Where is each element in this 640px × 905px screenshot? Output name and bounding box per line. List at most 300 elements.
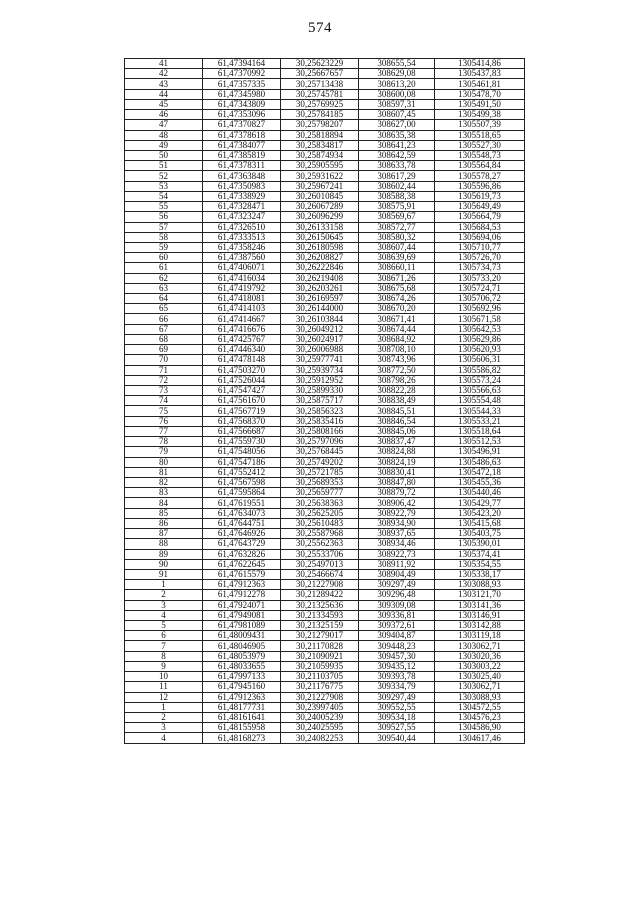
x-coordinate-cell: 308708,10	[359, 345, 435, 355]
coordinates-table-body	[125, 59, 525, 744]
table-row	[125, 69, 525, 79]
latitude-cell: 61,47343809	[203, 99, 281, 109]
y-coordinate-cell: 1305415,68	[435, 518, 525, 528]
point-number-cell: 50	[125, 150, 203, 160]
longitude-cell: 30,25899330	[281, 386, 359, 396]
table-row	[125, 651, 525, 661]
y-coordinate-cell: 1305440,46	[435, 488, 525, 498]
y-coordinate-cell: 1304572,55	[435, 702, 525, 712]
latitude-cell: 61,47446340	[203, 345, 281, 355]
longitude-cell: 30,26219408	[281, 273, 359, 283]
y-coordinate-cell: 1305403,75	[435, 529, 525, 539]
point-number-cell: 75	[125, 406, 203, 416]
x-coordinate-cell: 308922,79	[359, 508, 435, 518]
table-row	[125, 130, 525, 140]
longitude-cell: 30,26067289	[281, 202, 359, 212]
y-coordinate-cell: 1303088,93	[435, 692, 525, 702]
longitude-cell: 30,24082253	[281, 733, 359, 743]
table-row	[125, 549, 525, 559]
point-number-cell: 74	[125, 396, 203, 406]
longitude-cell: 30,21103705	[281, 672, 359, 682]
y-coordinate-cell: 1305544,33	[435, 406, 525, 416]
latitude-cell: 61,47363848	[203, 171, 281, 181]
latitude-cell: 61,47622645	[203, 559, 281, 569]
point-number-cell: 63	[125, 283, 203, 293]
table-row	[125, 89, 525, 99]
longitude-cell: 30,21334593	[281, 610, 359, 620]
x-coordinate-cell: 308639,69	[359, 253, 435, 263]
latitude-cell: 61,47333513	[203, 232, 281, 242]
x-coordinate-cell: 308588,38	[359, 191, 435, 201]
longitude-cell: 30,26144000	[281, 304, 359, 314]
y-coordinate-cell: 1305733,20	[435, 273, 525, 283]
longitude-cell: 30,25874934	[281, 150, 359, 160]
latitude-cell: 61,47328471	[203, 202, 281, 212]
longitude-cell: 30,25713438	[281, 79, 359, 89]
table-row	[125, 467, 525, 477]
table-row	[125, 457, 525, 467]
table-row	[125, 713, 525, 723]
y-coordinate-cell: 1305429,77	[435, 498, 525, 508]
latitude-cell: 61,47547186	[203, 457, 281, 467]
x-coordinate-cell: 309534,18	[359, 713, 435, 723]
latitude-cell: 61,47370992	[203, 69, 281, 79]
x-coordinate-cell: 308572,77	[359, 222, 435, 232]
x-coordinate-cell: 308824,19	[359, 457, 435, 467]
longitude-cell: 30,21176775	[281, 682, 359, 692]
y-coordinate-cell: 1305472,18	[435, 467, 525, 477]
latitude-cell: 61,47567598	[203, 477, 281, 487]
y-coordinate-cell: 1305461,81	[435, 79, 525, 89]
table-row	[125, 110, 525, 120]
point-number-cell: 45	[125, 99, 203, 109]
longitude-cell: 30,26208827	[281, 253, 359, 263]
y-coordinate-cell: 1305354,55	[435, 559, 525, 569]
x-coordinate-cell: 309448,23	[359, 641, 435, 651]
y-coordinate-cell: 1303088,93	[435, 580, 525, 590]
x-coordinate-cell: 308580,32	[359, 232, 435, 242]
point-number-cell: 4	[125, 733, 203, 743]
longitude-cell: 30,21059935	[281, 661, 359, 671]
longitude-cell: 30,21170828	[281, 641, 359, 651]
table-row	[125, 610, 525, 620]
y-coordinate-cell: 1305374,41	[435, 549, 525, 559]
y-coordinate-cell: 1305518,65	[435, 130, 525, 140]
point-number-cell: 70	[125, 355, 203, 365]
y-coordinate-cell: 1305619,73	[435, 191, 525, 201]
latitude-cell: 61,47615579	[203, 569, 281, 579]
y-coordinate-cell: 1305499,38	[435, 110, 525, 120]
latitude-cell: 61,47646926	[203, 529, 281, 539]
latitude-cell: 61,47643729	[203, 539, 281, 549]
x-coordinate-cell: 308633,78	[359, 161, 435, 171]
point-number-cell: 77	[125, 426, 203, 436]
y-coordinate-cell: 1305533,21	[435, 416, 525, 426]
point-number-cell: 6	[125, 631, 203, 641]
latitude-cell: 61,47478148	[203, 355, 281, 365]
x-coordinate-cell: 308671,26	[359, 273, 435, 283]
point-number-cell: 62	[125, 273, 203, 283]
point-number-cell: 66	[125, 314, 203, 324]
x-coordinate-cell: 308772,50	[359, 365, 435, 375]
point-number-cell: 4	[125, 610, 203, 620]
x-coordinate-cell: 308847,80	[359, 477, 435, 487]
x-coordinate-cell: 308635,38	[359, 130, 435, 140]
y-coordinate-cell: 1303119,18	[435, 631, 525, 641]
longitude-cell: 30,26006988	[281, 345, 359, 355]
point-number-cell: 58	[125, 232, 203, 242]
x-coordinate-cell: 309457,30	[359, 651, 435, 661]
x-coordinate-cell: 309297,49	[359, 692, 435, 702]
point-number-cell: 57	[125, 222, 203, 232]
latitude-cell: 61,47559730	[203, 437, 281, 447]
point-number-cell: 79	[125, 447, 203, 457]
y-coordinate-cell: 1304617,46	[435, 733, 525, 743]
y-coordinate-cell: 1305564,84	[435, 161, 525, 171]
longitude-cell: 30,26180598	[281, 242, 359, 252]
table-row	[125, 161, 525, 171]
x-coordinate-cell: 308600,08	[359, 89, 435, 99]
table-row	[125, 212, 525, 222]
latitude-cell: 61,47414667	[203, 314, 281, 324]
table-row	[125, 365, 525, 375]
x-coordinate-cell: 308602,44	[359, 181, 435, 191]
x-coordinate-cell: 309552,55	[359, 702, 435, 712]
latitude-cell: 61,48053979	[203, 651, 281, 661]
longitude-cell: 30,25497013	[281, 559, 359, 569]
point-number-cell: 46	[125, 110, 203, 120]
point-number-cell: 52	[125, 171, 203, 181]
table-row	[125, 334, 525, 344]
table-row	[125, 661, 525, 671]
point-number-cell: 65	[125, 304, 203, 314]
latitude-cell: 61,47619551	[203, 498, 281, 508]
latitude-cell: 61,47418081	[203, 294, 281, 304]
longitude-cell: 30,25784185	[281, 110, 359, 120]
point-number-cell: 5	[125, 621, 203, 631]
x-coordinate-cell: 308934,90	[359, 518, 435, 528]
latitude-cell: 61,47503270	[203, 365, 281, 375]
y-coordinate-cell: 1305455,36	[435, 477, 525, 487]
longitude-cell: 30,26024917	[281, 334, 359, 344]
longitude-cell: 30,25977741	[281, 355, 359, 365]
latitude-cell: 61,47338929	[203, 191, 281, 201]
point-number-cell: 61	[125, 263, 203, 273]
point-number-cell: 12	[125, 692, 203, 702]
point-number-cell: 90	[125, 559, 203, 569]
latitude-cell: 61,48033655	[203, 661, 281, 671]
table-row	[125, 191, 525, 201]
longitude-cell: 30,25856323	[281, 406, 359, 416]
point-number-cell: 44	[125, 89, 203, 99]
latitude-cell: 61,47568370	[203, 416, 281, 426]
point-number-cell: 43	[125, 79, 203, 89]
y-coordinate-cell: 1305437,83	[435, 69, 525, 79]
table-row	[125, 140, 525, 150]
y-coordinate-cell: 1303062,71	[435, 682, 525, 692]
longitude-cell: 30,25562363	[281, 539, 359, 549]
table-row	[125, 99, 525, 109]
point-number-cell: 72	[125, 375, 203, 385]
table-row	[125, 120, 525, 130]
point-number-cell: 49	[125, 140, 203, 150]
y-coordinate-cell: 1305491,50	[435, 99, 525, 109]
x-coordinate-cell: 309296,48	[359, 590, 435, 600]
latitude-cell: 61,47357335	[203, 79, 281, 89]
table-row	[125, 498, 525, 508]
longitude-cell: 30,25939734	[281, 365, 359, 375]
longitude-cell: 30,25808166	[281, 426, 359, 436]
latitude-cell: 61,47566687	[203, 426, 281, 436]
longitude-cell: 30,25797096	[281, 437, 359, 447]
latitude-cell: 61,47425767	[203, 334, 281, 344]
longitude-cell: 30,25912952	[281, 375, 359, 385]
longitude-cell: 30,26169597	[281, 294, 359, 304]
x-coordinate-cell: 309372,61	[359, 621, 435, 631]
point-number-cell: 80	[125, 457, 203, 467]
x-coordinate-cell: 309334,79	[359, 682, 435, 692]
y-coordinate-cell: 1305629,86	[435, 334, 525, 344]
x-coordinate-cell: 308660,11	[359, 263, 435, 273]
table-row	[125, 447, 525, 457]
longitude-cell: 30,25689353	[281, 477, 359, 487]
longitude-cell: 30,26010845	[281, 191, 359, 201]
point-number-cell: 1	[125, 702, 203, 712]
longitude-cell: 30,25834817	[281, 140, 359, 150]
latitude-cell: 61,48009431	[203, 631, 281, 641]
x-coordinate-cell: 308629,08	[359, 69, 435, 79]
y-coordinate-cell: 1303121,70	[435, 590, 525, 600]
table-row	[125, 355, 525, 365]
latitude-cell: 61,47997133	[203, 672, 281, 682]
table-row	[125, 294, 525, 304]
x-coordinate-cell: 308684,92	[359, 334, 435, 344]
point-number-cell: 69	[125, 345, 203, 355]
x-coordinate-cell: 308569,67	[359, 212, 435, 222]
table-row	[125, 202, 525, 212]
y-coordinate-cell: 1305573,24	[435, 375, 525, 385]
longitude-cell: 30,25931622	[281, 171, 359, 181]
point-number-cell: 76	[125, 416, 203, 426]
x-coordinate-cell: 308845,06	[359, 426, 435, 436]
latitude-cell: 61,47924071	[203, 600, 281, 610]
table-row	[125, 386, 525, 396]
table-row	[125, 232, 525, 242]
table-row	[125, 569, 525, 579]
point-number-cell: 68	[125, 334, 203, 344]
y-coordinate-cell: 1305566,63	[435, 386, 525, 396]
table-row	[125, 396, 525, 406]
x-coordinate-cell: 308822,28	[359, 386, 435, 396]
y-coordinate-cell: 1305512,53	[435, 437, 525, 447]
table-row	[125, 79, 525, 89]
latitude-cell: 61,47912363	[203, 692, 281, 702]
point-number-cell: 89	[125, 549, 203, 559]
x-coordinate-cell: 308838,49	[359, 396, 435, 406]
longitude-cell: 30,21289422	[281, 590, 359, 600]
longitude-cell: 30,21227908	[281, 580, 359, 590]
x-coordinate-cell: 308798,26	[359, 375, 435, 385]
latitude-cell: 61,47353096	[203, 110, 281, 120]
longitude-cell: 30,24025595	[281, 723, 359, 733]
y-coordinate-cell: 1305664,79	[435, 212, 525, 222]
latitude-cell: 61,48168273	[203, 733, 281, 743]
longitude-cell: 30,25533706	[281, 549, 359, 559]
y-coordinate-cell: 1305338,17	[435, 569, 525, 579]
point-number-cell: 53	[125, 181, 203, 191]
table-row	[125, 529, 525, 539]
point-number-cell: 55	[125, 202, 203, 212]
point-number-cell: 82	[125, 477, 203, 487]
point-number-cell: 78	[125, 437, 203, 447]
point-number-cell: 51	[125, 161, 203, 171]
x-coordinate-cell: 308607,44	[359, 242, 435, 252]
x-coordinate-cell: 308617,29	[359, 171, 435, 181]
table-row	[125, 253, 525, 263]
x-coordinate-cell: 309309,08	[359, 600, 435, 610]
latitude-cell: 61,47406071	[203, 263, 281, 273]
latitude-cell: 61,47345980	[203, 89, 281, 99]
table-row	[125, 621, 525, 631]
x-coordinate-cell: 309297,49	[359, 580, 435, 590]
latitude-cell: 61,47552412	[203, 467, 281, 477]
x-coordinate-cell: 308671,41	[359, 314, 435, 324]
y-coordinate-cell: 1305548,73	[435, 150, 525, 160]
latitude-cell: 61,47384077	[203, 140, 281, 150]
y-coordinate-cell: 1305414,86	[435, 59, 525, 69]
table-row	[125, 631, 525, 641]
page-number: 574	[308, 20, 332, 36]
point-number-cell: 71	[125, 365, 203, 375]
y-coordinate-cell: 1305423,20	[435, 508, 525, 518]
longitude-cell: 30,24005239	[281, 713, 359, 723]
latitude-cell: 61,48161641	[203, 713, 281, 723]
latitude-cell: 61,47644751	[203, 518, 281, 528]
y-coordinate-cell: 1305518,64	[435, 426, 525, 436]
y-coordinate-cell: 1305554,48	[435, 396, 525, 406]
table-row	[125, 273, 525, 283]
y-coordinate-cell: 1303062,71	[435, 641, 525, 651]
longitude-cell: 30,26103844	[281, 314, 359, 324]
x-coordinate-cell: 308670,20	[359, 304, 435, 314]
table-row	[125, 702, 525, 712]
x-coordinate-cell: 308879,72	[359, 488, 435, 498]
y-coordinate-cell: 1305578,27	[435, 171, 525, 181]
table-row	[125, 692, 525, 702]
latitude-cell: 61,47323247	[203, 212, 281, 222]
table-row	[125, 590, 525, 600]
longitude-cell: 30,25967241	[281, 181, 359, 191]
y-coordinate-cell: 1305692,96	[435, 304, 525, 314]
point-number-cell: 59	[125, 242, 203, 252]
latitude-cell: 61,47419792	[203, 283, 281, 293]
longitude-cell: 30,25769925	[281, 99, 359, 109]
latitude-cell: 61,47526044	[203, 375, 281, 385]
x-coordinate-cell: 308674,44	[359, 324, 435, 334]
latitude-cell: 61,47567719	[203, 406, 281, 416]
point-number-cell: 10	[125, 672, 203, 682]
y-coordinate-cell: 1305486,63	[435, 457, 525, 467]
table-row	[125, 539, 525, 549]
longitude-cell: 30,25623229	[281, 59, 359, 69]
latitude-cell: 61,47326510	[203, 222, 281, 232]
table-row	[125, 283, 525, 293]
point-number-cell: 47	[125, 120, 203, 130]
longitude-cell: 30,25818894	[281, 130, 359, 140]
latitude-cell: 61,47387560	[203, 253, 281, 263]
longitude-cell: 30,21325159	[281, 621, 359, 631]
point-number-cell: 48	[125, 130, 203, 140]
longitude-cell: 30,26203261	[281, 283, 359, 293]
latitude-cell: 61,47634073	[203, 508, 281, 518]
latitude-cell: 61,48046905	[203, 641, 281, 651]
longitude-cell: 30,21227908	[281, 692, 359, 702]
x-coordinate-cell: 309540,44	[359, 733, 435, 743]
point-number-cell: 91	[125, 569, 203, 579]
y-coordinate-cell: 1303025,40	[435, 672, 525, 682]
y-coordinate-cell: 1304586,90	[435, 723, 525, 733]
longitude-cell: 30,25875717	[281, 396, 359, 406]
latitude-cell: 61,47912278	[203, 590, 281, 600]
table-row	[125, 181, 525, 191]
x-coordinate-cell: 308837,47	[359, 437, 435, 447]
y-coordinate-cell: 1305710,77	[435, 242, 525, 252]
x-coordinate-cell: 308655,54	[359, 59, 435, 69]
y-coordinate-cell: 1305596,86	[435, 181, 525, 191]
y-coordinate-cell: 1305706,72	[435, 294, 525, 304]
y-coordinate-cell: 1303142,88	[435, 621, 525, 631]
longitude-cell: 30,25638363	[281, 498, 359, 508]
point-number-cell: 2	[125, 590, 203, 600]
table-row	[125, 406, 525, 416]
point-number-cell: 3	[125, 723, 203, 733]
point-number-cell: 64	[125, 294, 203, 304]
longitude-cell: 30,26133158	[281, 222, 359, 232]
x-coordinate-cell: 308641,23	[359, 140, 435, 150]
longitude-cell: 30,21325636	[281, 600, 359, 610]
y-coordinate-cell: 1303003,22	[435, 661, 525, 671]
point-number-cell: 11	[125, 682, 203, 692]
x-coordinate-cell: 308830,41	[359, 467, 435, 477]
point-number-cell: 42	[125, 69, 203, 79]
longitude-cell: 30,21090921	[281, 651, 359, 661]
latitude-cell: 61,47547427	[203, 386, 281, 396]
x-coordinate-cell: 308824,88	[359, 447, 435, 457]
point-number-cell: 88	[125, 539, 203, 549]
table-row	[125, 59, 525, 69]
point-number-cell: 83	[125, 488, 203, 498]
latitude-cell: 61,47912363	[203, 580, 281, 590]
longitude-cell: 30,25466674	[281, 569, 359, 579]
table-row	[125, 641, 525, 651]
longitude-cell: 30,26222846	[281, 263, 359, 273]
latitude-cell: 61,47981089	[203, 621, 281, 631]
table-row	[125, 682, 525, 692]
x-coordinate-cell: 308613,20	[359, 79, 435, 89]
y-coordinate-cell: 1304576,23	[435, 713, 525, 723]
y-coordinate-cell: 1303146,91	[435, 610, 525, 620]
point-number-cell: 73	[125, 386, 203, 396]
x-coordinate-cell: 309336,81	[359, 610, 435, 620]
point-number-cell: 81	[125, 467, 203, 477]
table-row	[125, 375, 525, 385]
longitude-cell: 30,25625205	[281, 508, 359, 518]
table-row	[125, 222, 525, 232]
point-number-cell: 84	[125, 498, 203, 508]
longitude-cell: 30,25835416	[281, 416, 359, 426]
latitude-cell: 61,47632826	[203, 549, 281, 559]
point-number-cell: 8	[125, 651, 203, 661]
